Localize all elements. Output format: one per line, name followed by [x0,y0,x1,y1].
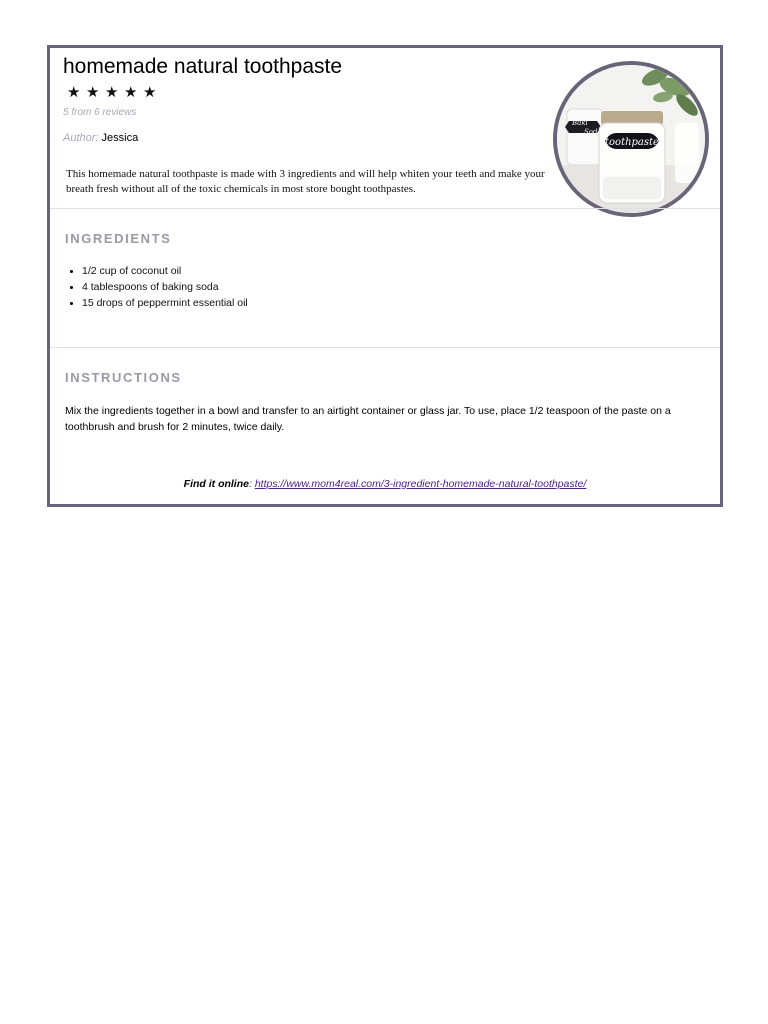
find-online-separator: : [248,478,255,490]
star-icon[interactable]: ★ [124,84,138,101]
recipe-title: homemade natural toothpaste [63,55,343,78]
author-line [63,132,138,144]
recipe-summary: This homemade natural toothpaste is made with 3 ingredients and will help whiten your teeth and make your breath fresh without all of the toxic chemicals in most store bought toothpastes. [66,168,545,195]
toothpaste-jar-image [557,65,705,213]
author-name: Jessica [101,132,139,144]
recipe-source-link[interactable]: https://www.mom4real.com/3-ingredient-homemade-natural-toothpaste/ [254,478,587,490]
ingredient-item: 1/2 cup of coconut oil [65,263,248,279]
recipe-photo [553,61,709,217]
find-it-online [50,478,720,490]
instructions-heading: INSTRUCTIONS [65,370,182,385]
recipe-card [47,45,723,507]
ingredient-item: 15 drops of peppermint essential oil [65,295,248,311]
section-divider [50,347,720,348]
find-online-label: Find it online [183,478,249,490]
star-icon[interactable]: ★ [67,84,81,101]
ingredient-item: 4 tablespoons of baking soda [65,279,248,295]
author-label: Author: [63,132,99,144]
svg-text:toothpaste: toothpaste [605,137,659,148]
star-rating[interactable] [67,84,157,101]
rating-summary: 5 from 6 reviews [63,107,137,118]
ingredients-heading: INGREDIENTS [65,231,172,246]
svg-text:Sod: Sod [584,128,598,136]
star-icon[interactable]: ★ [86,84,100,101]
section-divider [50,208,720,209]
svg-text:Baki: Baki [572,119,588,127]
star-icon[interactable]: ★ [105,84,119,101]
star-icon[interactable]: ★ [143,84,157,101]
instructions-text: Mix the ingredients together in a bowl and transfer to an airtight container or glass jar. To use, place 1/2 teaspoon of the paste on a toothbrush and brush for 2 minutes, twice daily. [65,405,671,433]
ingredients-list [65,263,248,311]
